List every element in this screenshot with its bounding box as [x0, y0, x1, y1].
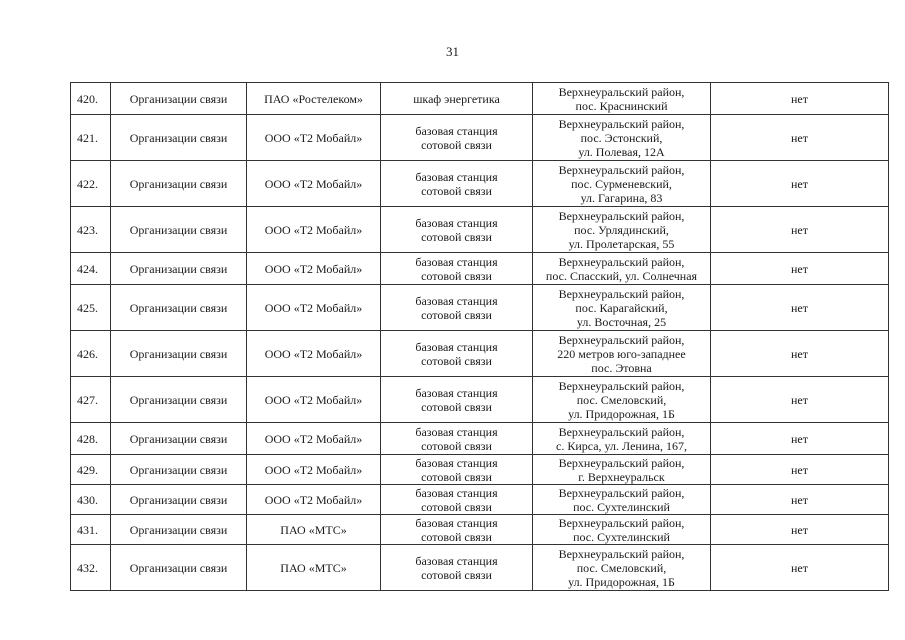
object-cell [381, 83, 533, 115]
object-cell [381, 161, 533, 207]
object-cell-line: сотовой связи [421, 307, 492, 322]
row-number-cell: 424. [71, 253, 111, 285]
row-number-cell: 420. [71, 83, 111, 115]
object-cell-line: шкаф энергетика [413, 91, 500, 106]
object-cell-line: сотовой связи [421, 567, 492, 582]
category-cell: Организации связи [111, 115, 247, 161]
category-cell: Организации связи [111, 161, 247, 207]
address-cell [533, 515, 711, 545]
page-number: 31 [446, 44, 459, 59]
object-cell [381, 253, 533, 285]
status-cell: нет [711, 423, 889, 455]
object-cell [381, 485, 533, 515]
object-cell [381, 115, 533, 161]
table-row [71, 331, 889, 377]
row-number-cell: 432. [71, 545, 111, 591]
organization-cell: ООО «Т2 Мобайл» [247, 161, 381, 207]
table-row [71, 377, 889, 423]
object-cell-line: сотовой связи [421, 137, 492, 152]
address-cell [533, 207, 711, 253]
category-cell: Организации связи [111, 285, 247, 331]
object-cell-line: базовая станция [415, 385, 498, 400]
status-cell: нет [711, 161, 889, 207]
object-cell-line: базовая станция [415, 339, 498, 354]
organization-cell: ООО «Т2 Мобайл» [247, 423, 381, 455]
category-cell: Организации связи [111, 377, 247, 423]
object-cell-line: базовая станция [415, 485, 498, 500]
object-cell-line: базовая станция [415, 215, 498, 230]
row-number-cell: 422. [71, 161, 111, 207]
address-cell-line: Верхнеуральский район, [558, 455, 685, 470]
category-cell: Организации связи [111, 515, 247, 545]
address-cell [533, 331, 711, 377]
object-cell [381, 207, 533, 253]
address-cell-line: Верхнеуральский район, [558, 254, 685, 269]
address-cell-line: пос. Сухтелинский [573, 529, 670, 544]
organization-cell: ООО «Т2 Мобайл» [247, 377, 381, 423]
category-cell: Организации связи [111, 545, 247, 591]
organization-cell: ООО «Т2 Мобайл» [247, 207, 381, 253]
address-cell [533, 455, 711, 485]
address-cell-line: пос. Сухтелинский [573, 499, 670, 514]
category-cell: Организации связи [111, 253, 247, 285]
address-cell [533, 423, 711, 455]
object-cell-line: базовая станция [415, 424, 498, 439]
address-cell-line: Верхнеуральский район, [558, 424, 685, 439]
object-cell-line: сотовой связи [421, 183, 492, 198]
address-cell-line: Верхнеуральский район, [558, 485, 685, 500]
row-number-cell: 430. [71, 485, 111, 515]
row-number-cell: 421. [71, 115, 111, 161]
object-cell-line: сотовой связи [421, 469, 492, 484]
category-cell: Организации связи [111, 331, 247, 377]
address-cell-line: пос. Этовна [591, 360, 652, 375]
row-number-cell: 428. [71, 423, 111, 455]
object-cell-line: сотовой связи [421, 399, 492, 414]
objects-table [70, 82, 889, 591]
address-cell-line: Верхнеуральский район, [558, 116, 685, 131]
object-cell-line: базовая станция [415, 254, 498, 269]
organization-cell: ООО «Т2 Мобайл» [247, 115, 381, 161]
table-row [71, 207, 889, 253]
address-cell [533, 83, 711, 115]
object-cell-line: базовая станция [415, 455, 498, 470]
object-cell [381, 377, 533, 423]
object-cell [381, 331, 533, 377]
organization-cell: ПАО «МТС» [247, 545, 381, 591]
status-cell: нет [711, 253, 889, 285]
address-cell-line: Верхнеуральский район, [558, 286, 685, 301]
object-cell-line: сотовой связи [421, 529, 492, 544]
address-cell [533, 253, 711, 285]
table-row [71, 253, 889, 285]
address-cell [533, 545, 711, 591]
category-cell: Организации связи [111, 83, 247, 115]
address-cell-line: с. Кирса, ул. Ленина, 167, [556, 438, 687, 453]
table-row [71, 515, 889, 545]
address-cell [533, 161, 711, 207]
address-cell [533, 115, 711, 161]
address-cell-line: пос. Урлядинский, [574, 222, 669, 237]
address-cell-line: 220 метров юго-западнее [557, 346, 686, 361]
category-cell: Организации связи [111, 485, 247, 515]
row-number-cell: 427. [71, 377, 111, 423]
table-row [71, 455, 889, 485]
object-cell [381, 545, 533, 591]
address-cell [533, 285, 711, 331]
address-cell [533, 377, 711, 423]
row-number-cell: 431. [71, 515, 111, 545]
status-cell: нет [711, 285, 889, 331]
object-cell-line: сотовой связи [421, 229, 492, 244]
table-row [71, 161, 889, 207]
object-cell-line: сотовой связи [421, 268, 492, 283]
address-cell-line: Верхнеуральский район, [558, 162, 685, 177]
status-cell: нет [711, 115, 889, 161]
object-cell-line: базовая станция [415, 123, 498, 138]
category-cell: Организации связи [111, 455, 247, 485]
table-body [71, 83, 889, 591]
address-cell-line: пос. Эстонский, [580, 130, 663, 145]
organization-cell: ООО «Т2 Мобайл» [247, 285, 381, 331]
address-cell-line: пос. Сурменевский, [571, 176, 672, 191]
status-cell: нет [711, 207, 889, 253]
organization-cell: ПАО «Ростелеком» [247, 83, 381, 115]
status-cell: нет [711, 377, 889, 423]
address-cell-line: Верхнеуральский район, [558, 208, 685, 223]
object-cell [381, 455, 533, 485]
row-number-cell: 429. [71, 455, 111, 485]
object-cell-line: базовая станция [415, 169, 498, 184]
address-cell-line: ул. Полевая, 12А [578, 144, 665, 159]
status-cell: нет [711, 331, 889, 377]
table-row [71, 115, 889, 161]
table-row [71, 83, 889, 115]
object-cell-line: базовая станция [415, 293, 498, 308]
status-cell: нет [711, 83, 889, 115]
address-cell-line: ул. Придорожная, 1Б [568, 574, 675, 589]
category-cell: Организации связи [111, 423, 247, 455]
row-number-cell: 426. [71, 331, 111, 377]
row-number-cell: 423. [71, 207, 111, 253]
object-cell-line: сотовой связи [421, 438, 492, 453]
object-cell-line: сотовой связи [421, 353, 492, 368]
category-cell: Организации связи [111, 207, 247, 253]
table-row [71, 423, 889, 455]
address-cell-line: Верхнеуральский район, [558, 546, 685, 561]
address-cell-line: пос. Карагайский, [575, 300, 668, 315]
object-cell [381, 423, 533, 455]
address-cell-line: ул. Пролетарская, 55 [568, 236, 675, 251]
address-cell [533, 485, 711, 515]
address-cell-line: пос. Смеловский, [576, 560, 667, 575]
address-cell-line: г. Верхнеуральск [578, 469, 665, 484]
row-number-cell: 425. [71, 285, 111, 331]
address-cell-line: ул. Гагарина, 83 [580, 190, 663, 205]
organization-cell: ООО «Т2 Мобайл» [247, 455, 381, 485]
status-cell: нет [711, 485, 889, 515]
address-cell-line: Верхнеуральский район, [558, 332, 685, 347]
object-cell-line: сотовой связи [421, 499, 492, 514]
address-cell-line: Верхнеуральский район, [558, 515, 685, 530]
object-cell-line: базовая станция [415, 553, 498, 568]
object-cell [381, 515, 533, 545]
organization-cell: ООО «Т2 Мобайл» [247, 331, 381, 377]
address-cell-line: Верхнеуральский район, [558, 84, 685, 99]
organization-cell: ООО «Т2 Мобайл» [247, 253, 381, 285]
object-cell-line: базовая станция [415, 515, 498, 530]
organization-cell: ПАО «МТС» [247, 515, 381, 545]
status-cell: нет [711, 545, 889, 591]
organization-cell: ООО «Т2 Мобайл» [247, 485, 381, 515]
table-row [71, 285, 889, 331]
address-cell-line: пос. Краснинский [575, 98, 668, 113]
address-cell-line: пос. Смеловский, [576, 392, 667, 407]
address-cell-line: пос. Спасский, ул. Солнечная [545, 268, 698, 283]
address-cell-line: ул. Придорожная, 1Б [568, 406, 675, 421]
object-cell [381, 285, 533, 331]
status-cell: нет [711, 515, 889, 545]
table-row [71, 485, 889, 515]
status-cell: нет [711, 455, 889, 485]
table-row [71, 545, 889, 591]
address-cell-line: ул. Восточная, 25 [576, 314, 667, 329]
address-cell-line: Верхнеуральский район, [558, 378, 685, 393]
